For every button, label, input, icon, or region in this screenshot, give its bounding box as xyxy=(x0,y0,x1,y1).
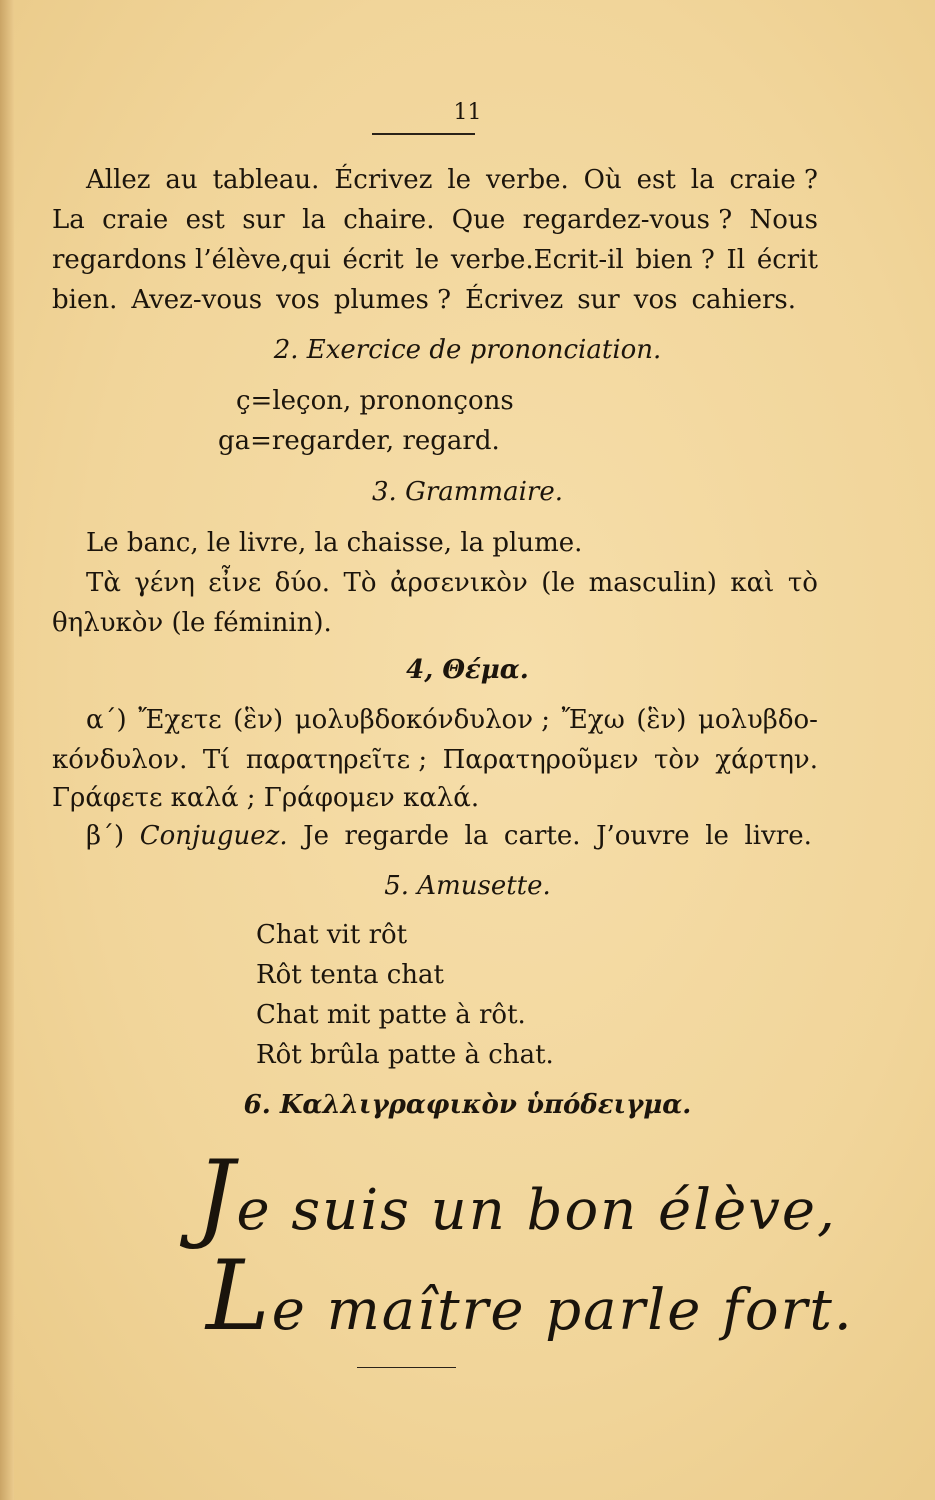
verse-line: Rôt tenta chat xyxy=(256,960,444,990)
para1-line1: Allez au tableau. Écrivez le verbe. Où est la craie ? xyxy=(86,165,818,195)
section4-heading: 4, Θέμα. xyxy=(406,655,529,685)
para1-line4: bien. Avez-vous vos plumes ? Écrivez sur vos cahiers. xyxy=(52,285,796,315)
verse-line: Rôt brûla patte à chat. xyxy=(256,1040,554,1070)
calligraphy-line2: Le maître parle fort. xyxy=(206,1240,854,1352)
section3-line2: Τὰ γένη εἶνε δύο. Τὸ ἀρσενικὸν (le masculin) καὶ τὸ xyxy=(86,568,818,598)
section2-line1: ç=leçon, prononçons xyxy=(236,386,514,416)
para1-line3: regardons l’élève,qui écrit le verbe.Ecrit-il bien ? Il écrit xyxy=(52,245,818,275)
section2-heading: 2. Exercice de prononciation. xyxy=(273,335,662,365)
section4-line3: Γράφετε καλά ; Γράφομεν καλά. xyxy=(52,783,480,813)
calligraphy-line1: Je suis un bon élève, xyxy=(196,1140,837,1252)
page-number: 11 xyxy=(453,100,482,125)
para1-line2: La craie est sur la chaire. Que regardez-vous ? Nous xyxy=(52,205,818,235)
section6-heading: 6. Καλλιγραφικὸν ὑπόδειγμα. xyxy=(243,1090,692,1120)
section3-line3: θηλυκὸν (le féminin). xyxy=(52,608,332,638)
section3-line1: Le banc, le livre, la chaisse, la plume. xyxy=(86,528,583,558)
section2-line2: ga=regarder, regard. xyxy=(218,426,500,456)
top-rule xyxy=(372,133,475,135)
section4-line1: α΄) Ἔχετε (ἓν) μολυβδοκόνδυλον ; Ἔχω (ἓν) μολυβδο- xyxy=(86,705,818,735)
section4-line2: κόνδυλον. Τί παρατηρεῖτε ; Παρατηροῦμεν τὸν χάρτην. xyxy=(52,745,818,775)
section5-heading: 5. Amusette. xyxy=(384,871,551,901)
verse-line: Chat vit rôt xyxy=(256,920,408,950)
page-edge-shadow xyxy=(0,0,14,1500)
bottom-rule xyxy=(357,1367,456,1368)
section4-line4: β΄) Conjuguez. Je regarde la carte. J’ouvre le livre. xyxy=(86,821,812,851)
verse-line: Chat mit patte à rôt. xyxy=(256,1000,526,1030)
section3-heading: 3. Grammaire. xyxy=(372,477,563,507)
